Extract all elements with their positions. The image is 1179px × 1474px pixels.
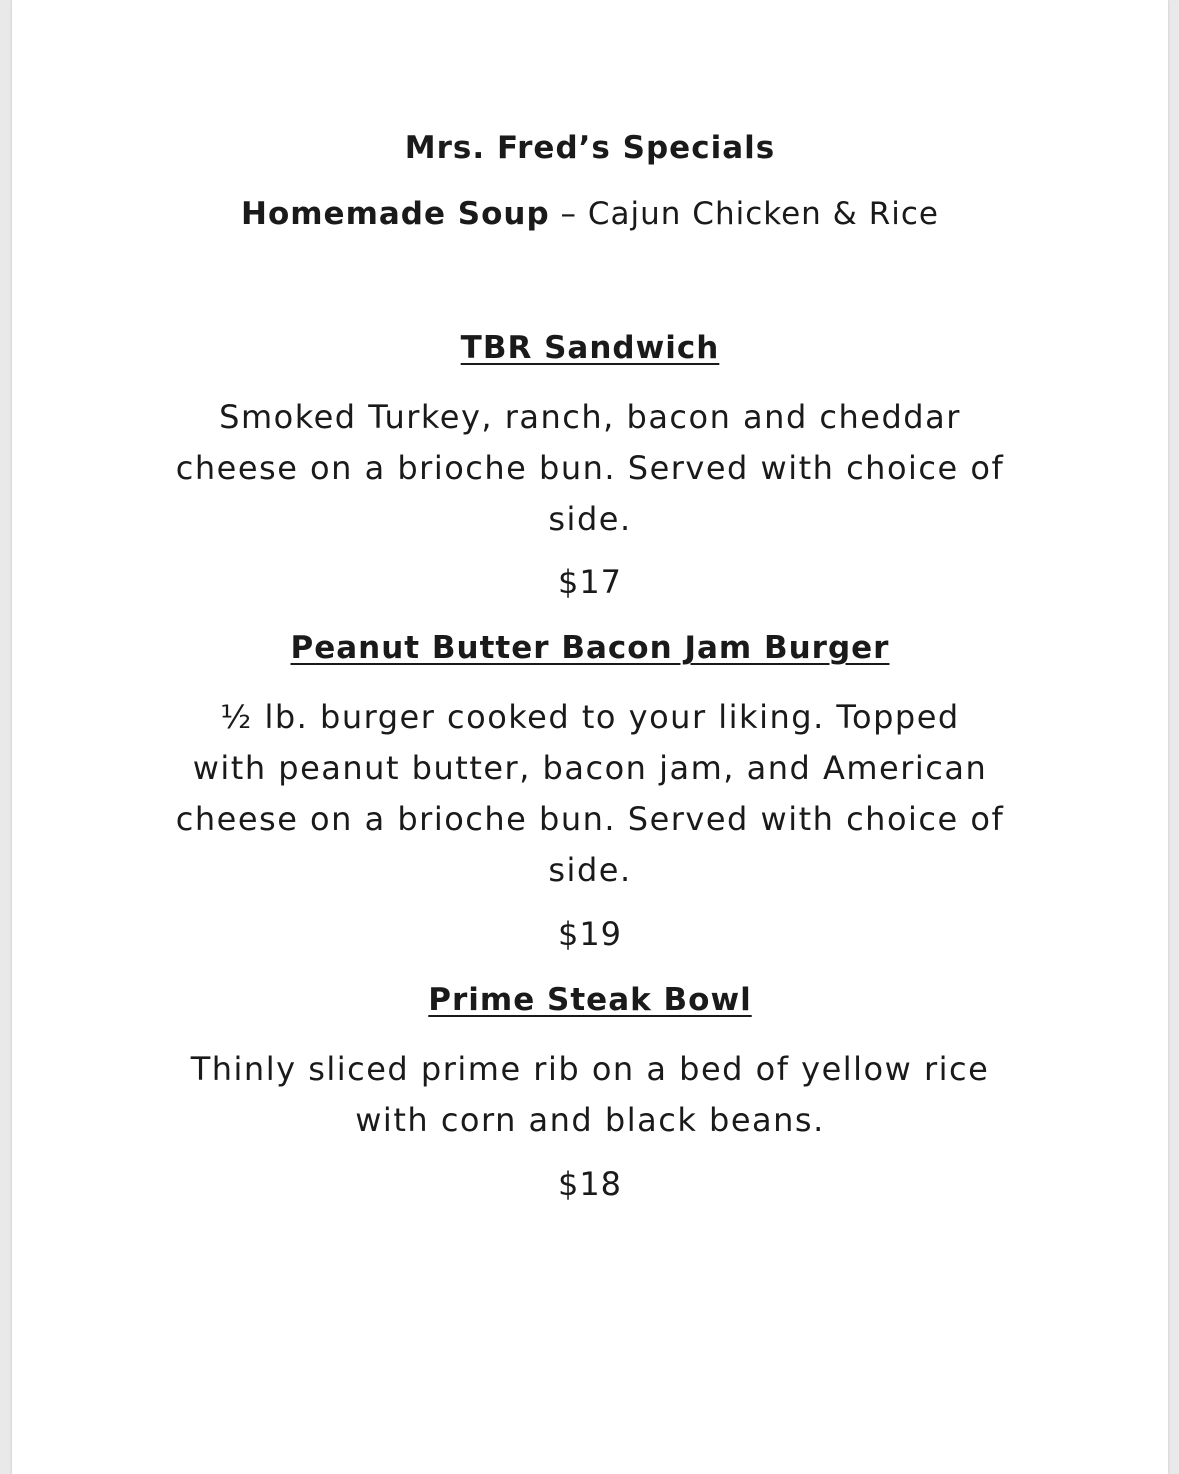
description-line: with peanut butter, bacon jam, and American	[192, 749, 988, 787]
item-name-prime-steak-bowl: Prime Steak Bowl	[428, 982, 752, 1018]
description-line: cheese on a brioche bun. Served with choice of	[175, 449, 1005, 487]
item-price-pb-bacon-jam-burger: $19	[557, 915, 623, 953]
item-description-tbr-sandwich	[12, 392, 1168, 545]
soup-name: Cajun Chicken & Rice	[587, 196, 939, 232]
description-line: ½ lb. burger cooked to your liking. Topped	[220, 698, 960, 736]
item-price-tbr-sandwich: $17	[557, 563, 623, 601]
description-line: side.	[548, 500, 632, 538]
description-line: side.	[548, 851, 632, 889]
item-description-pb-bacon-jam-burger	[12, 692, 1168, 896]
soup-separator: –	[549, 196, 588, 232]
menu-page	[12, 0, 1168, 1474]
item-name-pb-bacon-jam-burger: Peanut Butter Bacon Jam Burger	[290, 630, 890, 666]
description-line: Thinly sliced prime rib on a bed of yellow rice	[190, 1050, 990, 1088]
description-line: cheese on a brioche bun. Served with choice of	[175, 800, 1005, 838]
soup-line	[12, 196, 1168, 232]
item-price-prime-steak-bowl: $18	[557, 1165, 623, 1203]
item-description-prime-steak-bowl	[12, 1044, 1168, 1146]
description-line: Smoked Turkey, ranch, bacon and cheddar	[219, 398, 961, 436]
page-title: Mrs. Fred’s Specials	[404, 130, 776, 166]
description-line: with corn and black beans.	[355, 1101, 825, 1139]
item-name-tbr-sandwich: TBR Sandwich	[460, 330, 720, 366]
soup-label: Homemade Soup	[241, 196, 550, 232]
